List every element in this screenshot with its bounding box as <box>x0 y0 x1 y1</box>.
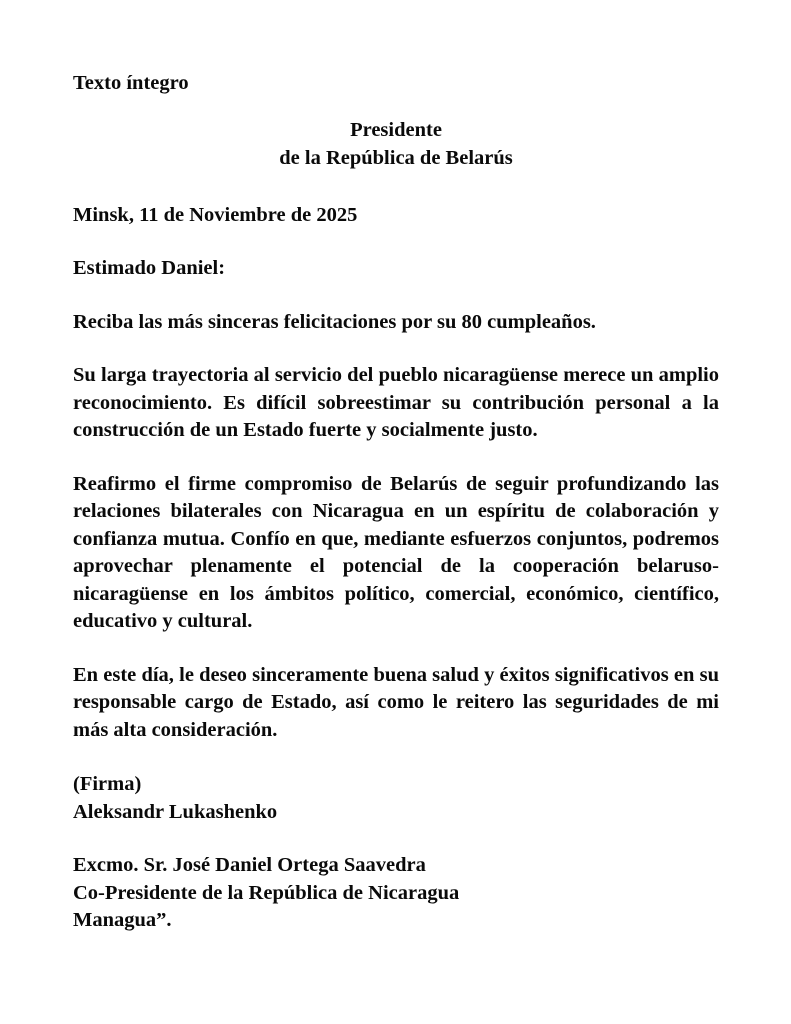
addressee-title: Co-Presidente de la República de Nicaragua <box>73 881 460 904</box>
signature-block <box>73 770 719 826</box>
paragraph-congratulations: Reciba las más sinceras felicitaciones por su 80 cumpleaños. <box>73 310 596 333</box>
paragraph-commitment: Reafirmo el firme compromiso de Belarús de seguir profundizando las relaciones bilaterales con Nicaragua en un espíritu de colaboración y confianza mutua. Confío en que, mediante esfuerzos conjuntos, podremos aprovechar plenamente el potencial de la cooperación belaruso-nicaragüense en los ámbitos político, comercial, económico, científico, educativo y cultural. <box>73 472 719 632</box>
signature-name: Aleksandr Lukashenko <box>73 801 278 823</box>
letterhead-subtitle: de la República de Belarús <box>279 146 513 169</box>
dateline: Minsk, 11 de Noviembre de 2025 <box>73 203 358 226</box>
document-label: Texto íntegro <box>73 72 189 94</box>
paragraph-trajectory: Su larga trayectoria al servicio del pueblo nicaragüense merece un amplio reconocimiento. Es difícil sobreestimar su contribución personal a la construcción de un Estado fuerte y socialmente justo. <box>73 364 719 441</box>
addressee-city: Managua”. <box>73 909 172 931</box>
letterhead-title: Presidente <box>350 118 442 141</box>
addressee-name: Excmo. Sr. José Daniel Ortega Saavedra <box>73 854 426 876</box>
signature-firma: (Firma) <box>73 773 142 795</box>
addressee-block <box>73 852 719 935</box>
salutation: Estimado Daniel: <box>73 257 226 279</box>
letterhead <box>73 116 719 172</box>
paragraph-wishes: En este día, le deseo sinceramente buena salud y éxitos significativos en su responsable cargo de Estado, así como le reitero las seguridades de mi más alta consideración. <box>73 663 719 741</box>
